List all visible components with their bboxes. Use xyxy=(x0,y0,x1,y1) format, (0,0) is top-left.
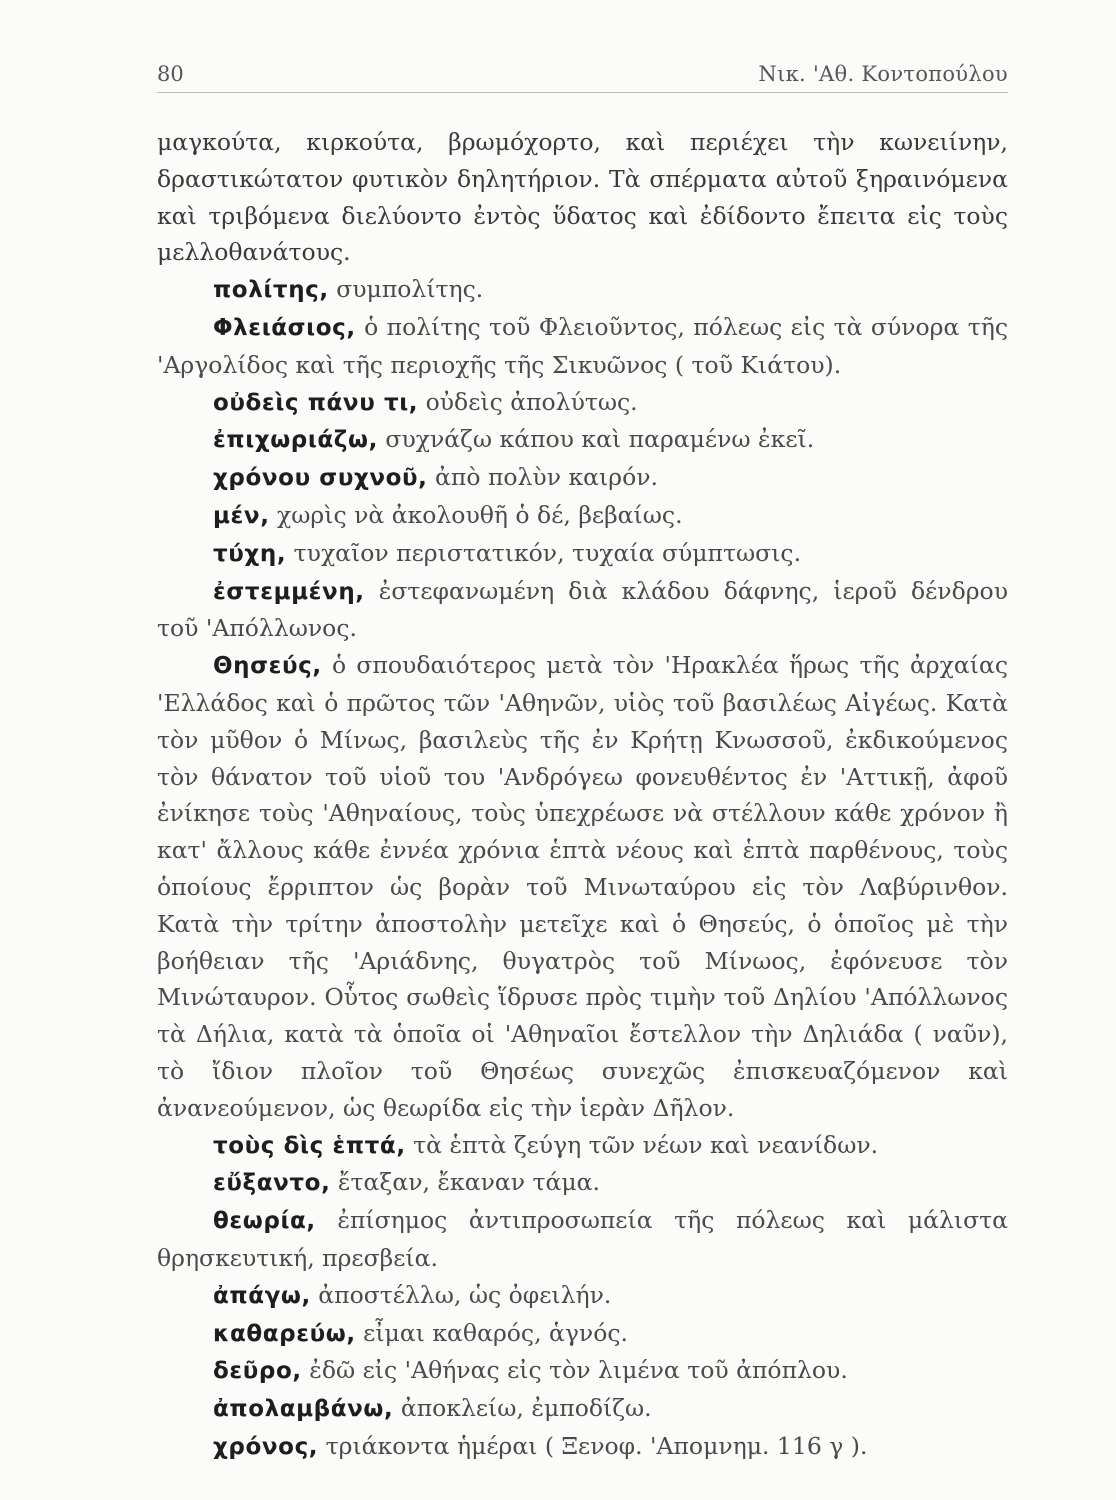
glossary-entry xyxy=(157,1164,1008,1202)
entry-lemma: τοὺς δὶς ἑπτά, xyxy=(213,1132,406,1159)
glossary-entry xyxy=(157,535,1008,573)
glossary-entry xyxy=(157,309,1008,384)
entry-definition: ἀπὸ πολὺν καιρόν. xyxy=(435,463,658,492)
entry-definition: τριάκοντα ἡμέραι ( Ξενοφ. 'Απομνημ. 116 γ ). xyxy=(325,1431,868,1460)
page-header xyxy=(157,62,1008,92)
entry-definition: εἶμαι καθαρός, ἁγνός. xyxy=(363,1318,628,1347)
entry-lemma: Θησεύς, xyxy=(213,653,322,680)
entry-lemma: Φλειάσιος, xyxy=(213,314,356,341)
glossary-text xyxy=(157,124,1008,1466)
entry-lemma: πολίτης, xyxy=(213,277,329,304)
entry-lemma: μέν, xyxy=(213,502,270,529)
glossary-entry xyxy=(157,1202,1008,1277)
entry-definition: ἔταξαν, ἔκαναν τάμα. xyxy=(337,1168,600,1197)
entry-definition: συμπολίτης. xyxy=(336,275,484,304)
entry-lemma: ἐστεμμένη, xyxy=(213,578,365,605)
glossary-entry xyxy=(157,1277,1008,1315)
entry-definition: τυχαῖον περιστατικόν, τυχαία σύμπτωσις. xyxy=(293,538,802,567)
entry-lemma: δεῦρο, xyxy=(213,1358,302,1385)
glossary-entry xyxy=(157,1315,1008,1353)
entry-definition: ὁ πολίτης τοῦ Φλειοῦντος, πόλεως εἰς τὰ σύνορα τῆς 'Αργολίδος καὶ τῆς περιοχῆς τῆς Σικυῶνος ( τοῦ Κιάτου). xyxy=(157,312,1008,379)
running-head: Νικ. 'Αθ. Κοντοπούλου xyxy=(758,62,1008,86)
glossary-entry xyxy=(157,573,1008,648)
entry-lemma: ἀπάγω, xyxy=(213,1282,311,1309)
entry-definition: συχνάζω κάπου καὶ παραμένω ἐκεῖ. xyxy=(385,425,815,454)
entry-definition: ἐπίσημος ἀντιπροσωπεία τῆς πόλεως καὶ μάλιστα θρησκευτική, πρεσβεία. xyxy=(157,1206,1008,1272)
glossary-entry xyxy=(157,1428,1008,1466)
entry-definition: χωρὶς νὰ ἀκολουθῆ ὁ δέ, βεβαίως. xyxy=(277,500,683,529)
entry-definition: τὰ ἑπτὰ ζεύγη τῶν νέων καὶ νεανίδων. xyxy=(413,1130,879,1159)
entry-definition: ἐστεφανωμένη διὰ κλάδου δάφνης, ἱεροῦ δένδρου τοῦ 'Απόλλωνος. xyxy=(157,576,1008,643)
glossary-entry xyxy=(157,384,1008,422)
glossary-entry xyxy=(157,459,1008,497)
glossary-entry xyxy=(157,421,1008,459)
glossary-entry xyxy=(157,1390,1008,1428)
glossary-entry xyxy=(157,647,1008,1126)
glossary-entry xyxy=(157,497,1008,535)
entry-lemma: οὐδεὶς πάνυ τι, xyxy=(213,389,419,416)
entry-definition: ὁ σπουδαιότερος μετὰ τὸν 'Ηρακλέα ἥρως τῆς ἀρχαίας 'Ελλάδος καὶ ὁ πρῶτος τῶν 'Αθηνῶν, υἱὸς τοῦ βασιλέως Αἰγέως. Κατὰ τὸν μῦθον ὁ Μίνως, βασιλεὺς τῆς ἐν Κρήτῃ Κνωσσοῦ, ἐκδικούμενος τὸν θάνατον τοῦ υἱοῦ του 'Ανδρόγεω φονευθέντος ἐν 'Αττικῇ, ἀφοῦ ἐνίκησε τοὺς 'Αθηναίους, τοὺς ὑπεχρέωσε νὰ στέλλουν κάθε χρόνον ἢ κατ' ἄλλους κάθε ἐννέα χρόνια ἑπτὰ νέους καὶ ἑπτὰ παρθένους, τοὺς ὁποίους ἔρριπτον ὡς βορὰν τοῦ Μινωταύρου εἰς τὸν Λαβύρινθον. Κατὰ τὴν τρίτην ἀποστολὴν μετεῖχε καὶ ὁ Θησεύς, ὁ ὁποῖος μὲ τὴν βοήθειαν τῆς 'Αριάδνης, θυγατρὸς τοῦ Μίνωος, ἐφόνευσε τὸν Μινώταυρον. Οὗτος σωθεὶς ἵδρυσε πρὸς τιμὴν τοῦ Δηλίου 'Απόλλωνος τὰ Δήλια, κατὰ τὰ ὁποῖα οἱ 'Αθηναῖοι ἔστελλον τὴν Δηλιάδα ( ναῦν), τὸ ἴδιον πλοῖον τοῦ Θησέως συνεχῶς ἐπισκευαζόμενον καὶ ἀνανεούμενον, ὡς θεωρίδα εἰς τὴν ἱερὰν Δῆλον. xyxy=(157,651,1008,1122)
entry-lemma: χρόνος, xyxy=(213,1433,319,1460)
glossary-entry xyxy=(157,1352,1008,1390)
intro-paragraph: μαγκούτα, κιρκούτα, βρωμόχορτο, καὶ περιέχει τὴν κωνειίνην, δραστικώτατον φυτικὸν δηλητήριον. Τὰ σπέρματα αὐτοῦ ξηραινόμενα καὶ τριβόμενα διελύοντο ἐντὸς ὕδατος καὶ ἐδίδοντο ἔπειτα εἰς τοὺς μελλοθανάτους. xyxy=(157,128,1008,267)
entry-lemma: θεωρία, xyxy=(213,1208,316,1235)
entry-definition: οὐδεὶς ἀπολύτως. xyxy=(425,387,638,416)
entry-lemma: εὔξαντο, xyxy=(213,1170,331,1197)
entry-lemma: χρόνου συχνοῦ, xyxy=(213,465,428,492)
page-number: 80 xyxy=(157,62,184,86)
entry-definition: ἀποστέλλω, ὡς ὀφειλήν. xyxy=(318,1280,612,1309)
entry-definition: ἀποκλείω, ἐμποδίζω. xyxy=(400,1394,652,1423)
entry-definition: ἐδῶ εἰς 'Αθήνας εἰς τὸν λιμένα τοῦ ἀπόπλου. xyxy=(309,1356,848,1385)
glossary-entry xyxy=(157,271,1008,309)
entry-lemma: καθαρεύω, xyxy=(213,1320,356,1347)
entry-lemma: ἀπολαμβάνω, xyxy=(213,1396,394,1423)
header-rule xyxy=(157,92,1008,93)
entry-lemma: τύχη, xyxy=(213,540,287,567)
glossary-entry xyxy=(157,1127,1008,1165)
entry-lemma: ἐπιχωριάζω, xyxy=(213,427,378,454)
